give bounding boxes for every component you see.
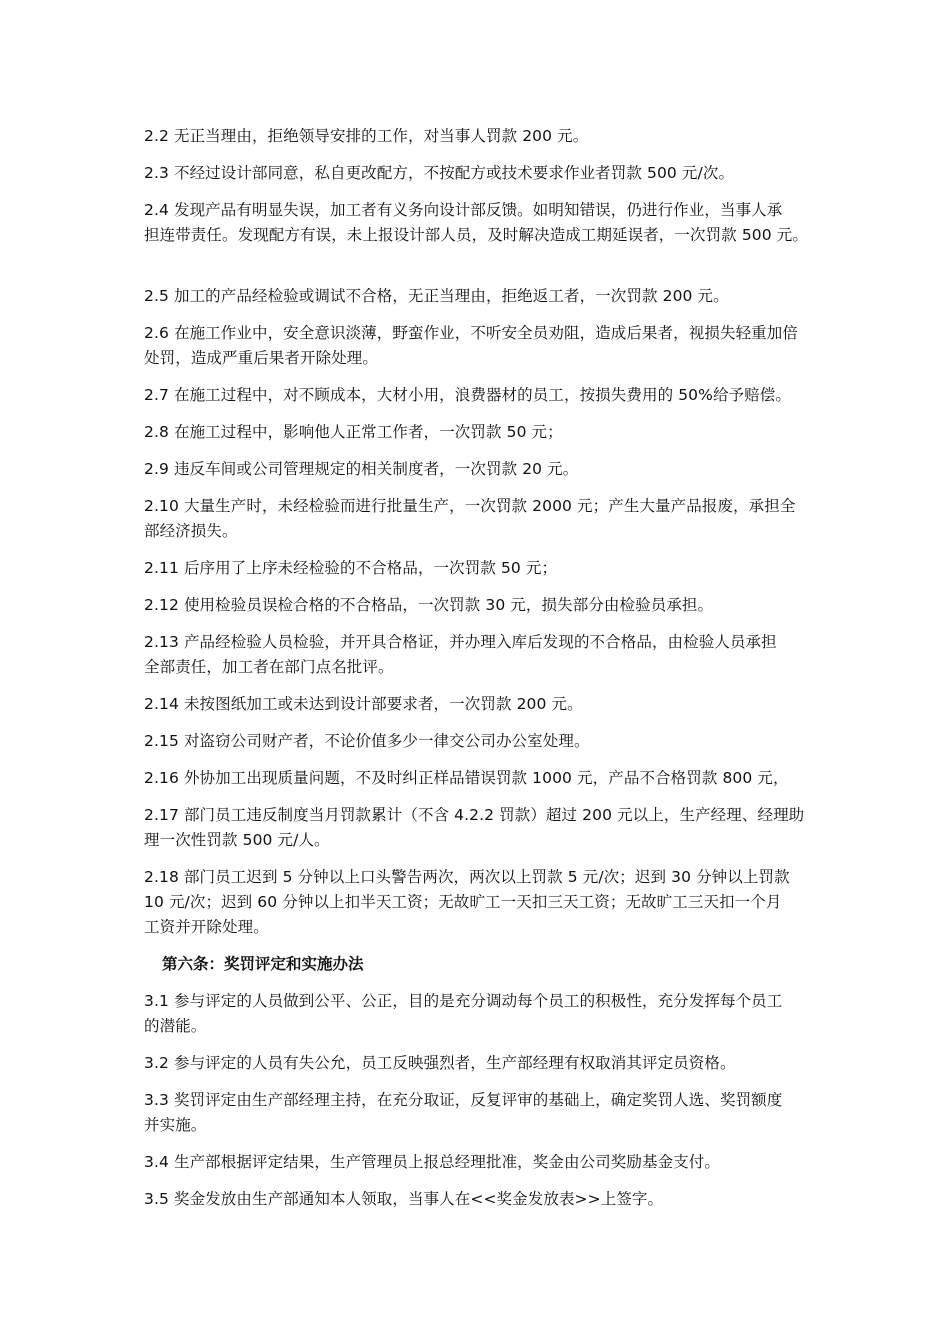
paragraph-2-13: 2.13 产品经检验人员检验，并开具合格证，并办理入库后发现的不合格品，由检验人员承担 全部责任，加工者在部门点名批评。 — [144, 633, 777, 676]
paragraph-3-3: 3.3 奖罚评定由生产部经理主持，在充分取证，反复评审的基础上，确定奖罚人选、奖罚额度 并实施。 — [144, 1091, 783, 1134]
paragraph-2-6: 2.6 在施工作业中，安全意识淡薄，野蛮作业，不听安全员劝阻，造成后果者，视损失轻重加倍 处罚，造成严重后果者开除处理。 — [144, 324, 798, 367]
paragraph-2-17: 2.17 部门员工违反制度当月罚款累计（不含 4.2.2 罚款）超过 200 元以上，生产经理、经理助 理一次性罚款 500 元/人。 — [144, 806, 805, 849]
paragraph-3-2: 3.2 参与评定的人员有失公允，员工反映强烈者，生产部经理有权取消其评定员资格。 — [144, 1054, 736, 1072]
paragraph-2-10: 2.10 大量生产时，未经检验而进行批量生产，一次罚款 2000 元；产生大量产品报废，承担全 部经济损失。 — [144, 497, 796, 540]
section-heading: 第六条：奖罚评定和实施办法 — [162, 955, 364, 973]
paragraph-2-8: 2.8 在施工过程中，影响他人正常工作者，一次罚款 50 元； — [144, 423, 563, 441]
paragraph-2-2: 2.2 无正当理由，拒绝领导安排的工作，对当事人罚款 200 元。 — [144, 127, 589, 145]
paragraph-3-4: 3.4 生产部根据评定结果，生产管理员上报总经理批准，奖金由公司奖励基金支付。 — [144, 1153, 720, 1171]
paragraph-2-3: 2.3 不经过设计部同意，私自更改配方，不按配方或技术要求作业者罚款 500 元/次。 — [144, 164, 735, 182]
paragraph-2-18: 2.18 部门员工迟到 5 分钟以上口头警告两次，两次以上罚款 5 元/次；迟到 30 分钟以上罚款 10 元/次；迟到 60 分钟以上扣半天工资；无故旷工一天扣三天工资；无故旷工三天扣一个月 工资并开除处理。 — [144, 868, 790, 936]
paragraph-2-9: 2.9 违反车间或公司管理规定的相关制度者，一次罚款 20 元。 — [144, 460, 579, 478]
paragraph-2-5: 2.5 加工的产品经检验或调试不合格，无正当理由，拒绝返工者，一次罚款 200 元。 — [144, 287, 729, 305]
paragraph-3-1: 3.1 参与评定的人员做到公平、公正，目的是充分调动每个员工的积极性，充分发挥每个员工 的潜能。 — [144, 992, 783, 1035]
paragraph-2-12: 2.12 使用检验员误检合格的不合格品，一次罚款 30 元，损失部分由检验员承担。 — [144, 596, 714, 614]
paragraph-3-5: 3.5 奖金发放由生产部通知本人领取，当事人在<<奖金发放表>>上签字。 — [144, 1190, 664, 1208]
paragraph-2-11: 2.11 后序用了上序未经检验的不合格品，一次罚款 50 元； — [144, 559, 558, 577]
paragraph-2-14: 2.14 未按图纸加工或未达到设计部要求者，一次罚款 200 元。 — [144, 695, 583, 713]
paragraph-2-4: 2.4 发现产品有明显失误，加工者有义务向设计部反馈。如明知错误，仍进行作业，当事人承 担连带责任。发现配方有误，未上报设计部人员，及时解决造成工期延误者，一次罚款 500 元。 — [144, 201, 808, 244]
paragraph-2-16: 2.16 外协加工出现质量问题，不及时纠正样品错误罚款 1000 元，产品不合格罚款 800 元， — [144, 769, 789, 787]
paragraph-2-7: 2.7 在施工过程中，对不顾成本，大材小用，浪费器材的员工，按损失费用的 50%给予赔偿。 — [144, 386, 791, 404]
document-page — [144, 124, 824, 1224]
paragraph-2-15: 2.15 对盗窃公司财产者，不论价值多少一律交公司办公室处理。 — [144, 732, 590, 750]
